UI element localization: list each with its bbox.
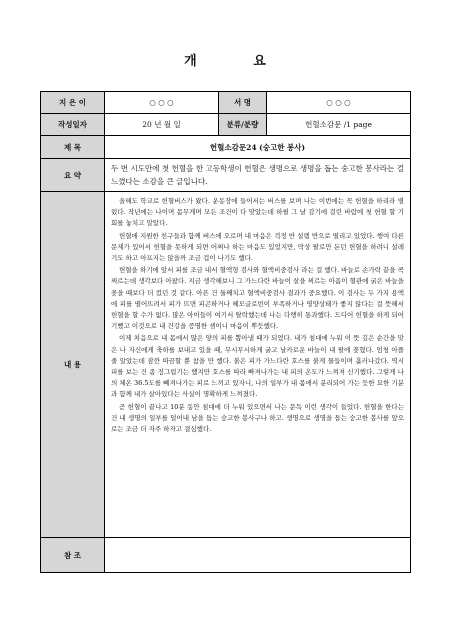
writer-label: 지 은 이: [41, 92, 105, 114]
content-body: [105, 192, 411, 538]
summary-text: 두 번 시도만에 첫 헌혈을 한 고등학생이 헌혈은 생명으로 생명을 돕는 숭고한 봉사라는 걸 느꼈다는 소감을 큰 글입니다.: [105, 159, 411, 192]
content-label: 내 용: [41, 192, 105, 538]
reference-value: [105, 538, 411, 573]
reference-label: 참 조: [41, 538, 105, 573]
writer-value: ○ ○ ○: [105, 92, 219, 114]
author-value: ○ ○ ○: [267, 92, 411, 114]
category-value: 헌혈소감문 /1 page: [267, 114, 411, 136]
date-value: 20 년 월 일: [105, 114, 219, 136]
content-paragraph: 곧 헌혈이 끝나고 10분 동안 침대에 더 누워 있으면서 나는 문득 이런 생각이 들었다. 헌혈을 한다는 건 내 생명의 일부를 덜어내 남을 돕는 숭고한 봉사구나 하고. 생명으로 생명을 돕는 숭고한 봉사를 앞으로는 조금 더 자주 하자고 결심했다.: [111, 402, 404, 434]
category-label: 분류/분량: [219, 114, 267, 136]
content-paragraph: 이제 처음으로 내 몸에서 많은 양의 피를 뽑아낼 때가 되었다. 내가 침대에 누워 이 뜻 깊은 순간을 맞은 나 자신에게 축하를 보내고 있을 때, 무시무시하게 굵고 날카로운 바늘이 내 팔에 꽂혔다. 엄청 아플 줄 알았는데 잠깐 따끔할 뿐 참을 만 했다. 붉은 피가 가느다란 호스를 붉게 물들이며 흘러나갔다. 역시 피를 보는 건 좀 징그럽기는 했지만 호스를 따라 빠져나가는 내 피의 온도가 느껴져 신기했다. 그렇게 나의 체온 36.5도를 빼져나가는 피로 느끼고 있자니, 나의 일부가 내 몸에서 분리되어 가는 듯한 묘한 기분과 함께 내가 살아있다는 사실이 명확하게 느껴졌다.: [111, 334, 404, 399]
summary-form-table: [40, 91, 411, 573]
summary-label: 요 약: [41, 159, 105, 192]
writer-row: [41, 92, 411, 114]
content-paragraph: 헌혈을 하기에 앞서 피를 조금 내서 혈액형 검사와 혈액비중검사 라는 걸 했다. 바늘로 손가락 끝을 콕 찌르는데 생각보다 아팠다. 지금 생각해보니 그 가느다란 바늘이 살을 찌르는 아픔이 혈관에 굵은 바늘을 꽂을 때보다 더 컸던 것 같다. 아픈 건 둘째치고 혈액비중검사 결과가 중요했다. 이 검사는 두 가지 용액에 피를 떨어뜨려서 피가 뜨면 피곤하거나 헤모글로빈이 부족하거나 영양상태가 좋지 않다는 걸 뜻해서 헌혈을 할 수가 없다. 많은 아이들이 여기서 탈락했는데 나는 다행히 통과했다. 드디어 헌혈을 하게 되어 기뻤고 이것으로 내 건강을 증명한 셈이니 마음이 뿌듯했다.: [111, 266, 404, 331]
document-title: 개 요: [184, 54, 292, 69]
author-label: 서 명: [219, 92, 267, 114]
summary-row: [41, 159, 411, 192]
content-paragraph: 헌혈에 지원한 친구들과 함께 버스에 오르며 내 마음은 걱정 반 설렘 반으로 떨리고 있었다. 행여 다른 문제가 있어서 헌혈을 못하게 되면 어쩌나 하는 마음도 있었지만, 막상 팔로만 돈던 헌혈을 하려니 설레기도 하고 아프지는 않을까 조금 겁이 나기도 했다.: [111, 231, 404, 263]
date-label: 작성일자: [41, 114, 105, 136]
subject-value: 헌혈소감문24 (숭고한 봉사): [105, 136, 411, 159]
content-row: [41, 192, 411, 538]
subject-label: 제 목: [41, 136, 105, 159]
reference-row: [41, 538, 411, 573]
subject-row: [41, 136, 411, 159]
content-paragraph: 올해도 학교로 헌혈버스가 왔다. 운동장에 들어서는 버스를 보며 나는 이번에는 꼭 헌혈을 하리라 별렀다. 작년에는 나이며 몸무게며 모든 조건이 다 맞았는데 하필 그 날 감기에 걸린 바람에 첫 헌혈 할 기회를 놓치고 말았다.: [111, 197, 404, 228]
date-row: [41, 114, 411, 136]
